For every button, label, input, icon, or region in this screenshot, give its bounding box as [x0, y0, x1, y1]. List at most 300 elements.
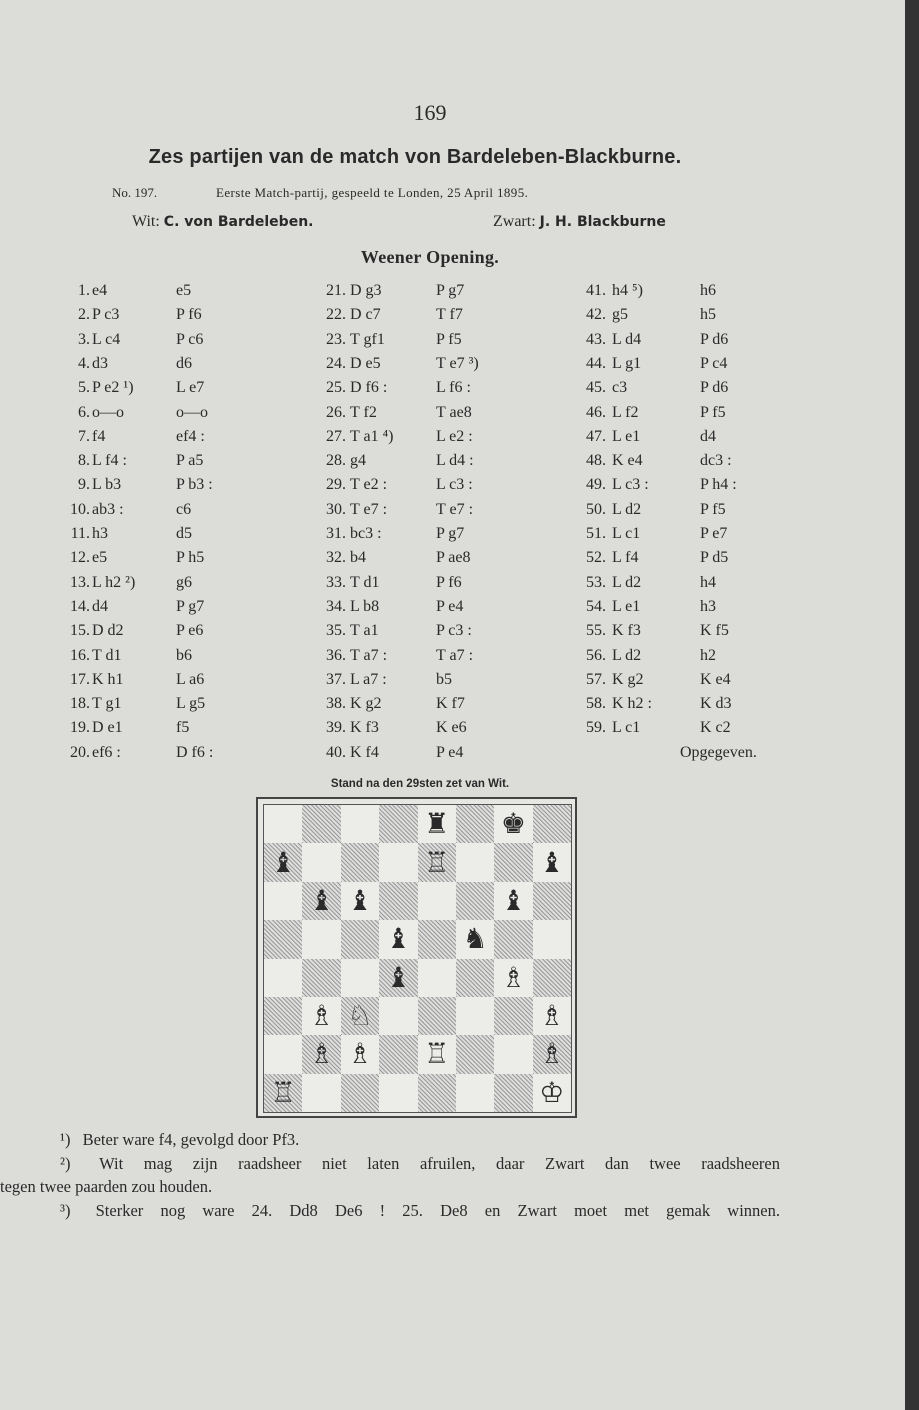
- move-number: 42.: [586, 306, 606, 324]
- chess-piece: ♗: [500, 960, 526, 994]
- move-number: 59.: [586, 719, 606, 737]
- move-number: 36.: [326, 646, 346, 664]
- black-move: P f6: [176, 306, 202, 324]
- move-number: 16.: [70, 646, 90, 664]
- chess-piece: ♝: [347, 883, 373, 917]
- black-move: b5: [436, 670, 452, 688]
- board-square: [418, 1035, 456, 1073]
- chess-piece: ♝: [500, 883, 526, 917]
- move-number: 2.: [78, 306, 90, 324]
- move-number: 22.: [326, 306, 346, 324]
- board-square: [456, 959, 494, 997]
- black-move: D f6 :: [176, 743, 214, 761]
- white-move: L c1: [612, 719, 641, 737]
- move-number: 38.: [326, 695, 346, 713]
- board-square: [264, 959, 302, 997]
- black-move: P d6: [700, 379, 729, 397]
- board-square: [533, 805, 571, 843]
- white-move: T a1: [350, 622, 379, 640]
- board-square: [456, 920, 494, 958]
- black-move: P e7: [700, 525, 728, 542]
- move-row: [0, 379, 905, 403]
- board-square: [341, 997, 379, 1035]
- white-move: c3: [612, 379, 628, 397]
- diagram-caption: Stand na den 29sten zet van Wit.: [330, 778, 510, 790]
- move-row: [0, 501, 905, 525]
- chess-piece: ♔: [539, 1075, 565, 1109]
- board-square: [302, 997, 340, 1035]
- move-number: 3.: [78, 330, 90, 348]
- board-square: [494, 1035, 532, 1073]
- move-number: 53.: [586, 573, 606, 591]
- board-square: [341, 805, 379, 843]
- black-move: d5: [176, 525, 192, 542]
- move-number: 25.: [326, 379, 346, 397]
- white-move: T d1: [92, 646, 122, 664]
- board-square: [264, 805, 302, 843]
- move-number: 11.: [70, 525, 90, 542]
- black-move: L f6 :: [436, 379, 471, 397]
- move-number: 55.: [586, 622, 606, 640]
- board-square: [264, 882, 302, 920]
- move-number: 43.: [586, 330, 606, 348]
- white-move: d3: [92, 354, 108, 372]
- black-move: T ae8: [436, 403, 472, 421]
- black-move: L g5: [176, 695, 206, 713]
- board-square: [494, 959, 532, 997]
- chess-piece: ♗: [309, 999, 335, 1033]
- board-square: [341, 882, 379, 920]
- board-square: [418, 882, 456, 920]
- black-move: L e7: [176, 379, 205, 397]
- board-square: [456, 997, 494, 1035]
- white-move: T e7 :: [350, 500, 388, 518]
- board-square: [264, 1035, 302, 1073]
- white-move: h4 ⁵): [612, 282, 643, 299]
- black-move: P c4: [700, 354, 728, 372]
- page-edge: [905, 0, 919, 1410]
- black-move: c6: [176, 500, 192, 518]
- move-row: [0, 622, 905, 646]
- chess-piece: ♖: [270, 1075, 296, 1109]
- black-move: L c3 :: [436, 476, 473, 494]
- black-move: L d4 :: [436, 452, 474, 470]
- board-square: [494, 843, 532, 881]
- footnote-mark: ³): [60, 1200, 71, 1220]
- chess-piece: ♞: [462, 922, 488, 956]
- black-move: P c3 :: [436, 622, 472, 640]
- white-move: L e1: [612, 597, 641, 615]
- move-number: 41.: [586, 282, 606, 299]
- white-move: L f4 :: [92, 452, 127, 470]
- board-square: [533, 1035, 571, 1073]
- move-number: 17.: [70, 670, 90, 688]
- black-move: K e4: [700, 670, 731, 688]
- board-square: [379, 843, 417, 881]
- black-move: e5: [176, 282, 192, 299]
- move-number: 57.: [586, 670, 606, 688]
- white-move: ef6 :: [92, 743, 121, 761]
- black-move: d6: [176, 354, 192, 372]
- move-number: 4.: [78, 354, 90, 372]
- board-square: [418, 843, 456, 881]
- white-move: ab3 :: [92, 500, 124, 518]
- board-square: [302, 843, 340, 881]
- white-move: L b3: [92, 476, 122, 494]
- white-move: D c7: [350, 306, 381, 324]
- move-number: 44.: [586, 354, 606, 372]
- white-move: P c3: [92, 306, 120, 324]
- chess-piece: ♗: [309, 1037, 335, 1071]
- black-move: g6: [176, 573, 192, 591]
- board-square: [418, 959, 456, 997]
- black-move: P f5: [436, 330, 462, 348]
- chess-piece: ♘: [347, 999, 373, 1033]
- move-number: 27.: [326, 427, 346, 445]
- black-move: ef4 :: [176, 427, 205, 445]
- game-info: Eerste Match-partij, gespeeld te Londen, 25 April 1895.: [216, 185, 529, 200]
- move-number: 34.: [326, 597, 346, 615]
- white-move: L c4: [92, 330, 121, 348]
- board-square: [494, 1074, 532, 1112]
- board-square: [341, 1074, 379, 1112]
- white-move: L e1: [612, 427, 641, 445]
- move-number: 26.: [326, 403, 346, 421]
- move-number: 12.: [70, 549, 90, 567]
- move-number: 51.: [586, 525, 606, 542]
- board-square: [302, 959, 340, 997]
- move-row: [0, 744, 905, 768]
- white-move: L g1: [612, 354, 642, 372]
- board-square: [341, 843, 379, 881]
- black-move: K f5: [700, 622, 729, 640]
- board-square: [418, 920, 456, 958]
- move-number: 45.: [586, 379, 606, 397]
- black-move: T e7 :: [436, 500, 474, 518]
- white-move: L a7 :: [350, 670, 387, 688]
- white-move: K h2 :: [612, 695, 652, 713]
- black-move: P b3 :: [176, 476, 213, 494]
- move-number: 8.: [78, 452, 90, 470]
- black-move: Opgegeven.: [680, 743, 757, 761]
- black-move: h3: [700, 597, 716, 615]
- black-player-name: J. H. Blackburne: [539, 214, 666, 230]
- move-number: 29.: [326, 476, 346, 494]
- board-square: [494, 920, 532, 958]
- chess-piece: ♝: [309, 883, 335, 917]
- black-move: P ae8: [436, 549, 471, 567]
- move-row: [0, 719, 905, 743]
- move-row: [0, 647, 905, 671]
- black-move: h5: [700, 306, 716, 324]
- chess-piece: ♚: [500, 807, 526, 841]
- black-label: Zwart:: [493, 213, 536, 230]
- board-square: [341, 1035, 379, 1073]
- white-move: L h2 ²): [92, 573, 136, 591]
- footnote-1: [60, 1128, 780, 1152]
- move-number: 52.: [586, 549, 606, 567]
- move-number: 50.: [586, 500, 606, 518]
- footnote-text-continued: tegen twee paarden zou houden.: [0, 1177, 213, 1196]
- white-move: K g2: [612, 670, 644, 688]
- footnote-2: [60, 1152, 780, 1176]
- white-move: d4: [92, 597, 108, 615]
- board-square: [302, 1074, 340, 1112]
- footnote-mark: ¹): [60, 1130, 71, 1149]
- black-move: K f7: [436, 695, 465, 713]
- move-number: 46.: [586, 403, 606, 421]
- black-move: P f5: [700, 403, 726, 421]
- chess-piece: ♝: [539, 845, 565, 879]
- white-move: L c3 :: [612, 476, 649, 494]
- white-move: T a1 ⁴): [350, 427, 394, 445]
- black-move: L a6: [176, 670, 205, 688]
- white-move: e4: [92, 282, 108, 299]
- board-square: [533, 843, 571, 881]
- black-move: P f6: [436, 573, 462, 591]
- white-move: P e2 ¹): [92, 379, 134, 397]
- board-square: [379, 882, 417, 920]
- move-row: [0, 574, 905, 598]
- board-square: [456, 805, 494, 843]
- board-square: [264, 843, 302, 881]
- black-move: h2: [700, 646, 716, 664]
- chess-board: [263, 804, 572, 1113]
- board-square: [533, 920, 571, 958]
- move-number: 5.: [78, 379, 90, 397]
- board-square: [456, 882, 494, 920]
- board-square: [379, 920, 417, 958]
- move-number: 37.: [326, 670, 346, 688]
- board-square: [341, 920, 379, 958]
- board-square: [302, 882, 340, 920]
- black-move: T e7 ³): [436, 354, 479, 372]
- board-square: [379, 1035, 417, 1073]
- move-number: 54.: [586, 597, 606, 615]
- move-row: [0, 428, 905, 452]
- board-square: [533, 997, 571, 1035]
- move-number: 7.: [78, 427, 90, 445]
- move-row: [0, 306, 905, 330]
- chess-piece: ♖: [424, 845, 450, 879]
- move-number: 32.: [326, 549, 346, 567]
- chess-piece: ♝: [385, 922, 411, 956]
- black-move: d4: [700, 427, 716, 445]
- move-number: 48.: [586, 452, 606, 470]
- move-row: [0, 671, 905, 695]
- white-move: L d2: [612, 646, 642, 664]
- move-number: 14.: [70, 597, 90, 615]
- board-square: [379, 1074, 417, 1112]
- white-player-name: C. von Bardeleben.: [163, 214, 314, 230]
- chess-diagram: [256, 797, 577, 1118]
- board-square: [264, 1074, 302, 1112]
- white-move: K f3: [350, 719, 379, 737]
- move-number: 33.: [326, 573, 346, 591]
- move-number: 28.: [326, 452, 346, 470]
- black-move: K e6: [436, 719, 467, 737]
- move-number: 35.: [326, 622, 346, 640]
- white-move: K f4: [350, 743, 379, 761]
- move-row: [0, 549, 905, 573]
- black-move: dc3 :: [700, 452, 732, 470]
- footnotes: [0, 1128, 781, 1222]
- black-move: o—o: [176, 403, 208, 421]
- move-number: 15.: [70, 622, 90, 640]
- black-move: h4: [700, 573, 716, 591]
- white-move: L f2: [612, 403, 639, 421]
- black-move: h6: [700, 282, 716, 299]
- black-move: P h5: [176, 549, 205, 567]
- white-move: D e1: [92, 719, 123, 737]
- move-row: [0, 476, 905, 500]
- move-number: 18.: [70, 695, 90, 713]
- board-square: [302, 805, 340, 843]
- move-number: 47.: [586, 427, 606, 445]
- white-move: e5: [92, 549, 108, 567]
- opening-name: Weener Opening.: [360, 247, 500, 267]
- move-row: [0, 282, 905, 306]
- black-move: T f7: [436, 306, 463, 324]
- white-move: L b8: [350, 597, 380, 615]
- footnote-text: Sterker nog ware 24. Dd8 De6 ! 25. De8 en Zwart moet met gemak winnen.: [95, 1200, 780, 1220]
- black-move: P e6: [176, 622, 204, 640]
- move-row: [0, 355, 905, 379]
- black-move: P g7: [436, 282, 465, 299]
- move-number: 20.: [70, 743, 90, 761]
- black-move: P g7: [176, 597, 205, 615]
- white-move: L d4: [612, 330, 642, 348]
- board-square: [456, 1074, 494, 1112]
- white-move: bc3 :: [350, 525, 382, 542]
- move-number: 19.: [70, 719, 90, 737]
- black-move: P e4: [436, 743, 464, 761]
- chess-piece: ♝: [270, 845, 296, 879]
- black-move: P d6: [700, 330, 729, 348]
- move-number: 40.: [326, 743, 346, 761]
- move-row: [0, 695, 905, 719]
- move-number: 49.: [586, 476, 606, 494]
- white-move: g5: [612, 306, 628, 324]
- black-player-line: [493, 213, 666, 231]
- move-number: 13.: [70, 573, 90, 591]
- black-move: K c2: [700, 719, 731, 737]
- move-number: 9.: [78, 476, 90, 494]
- move-row: [0, 452, 905, 476]
- white-label: Wit:: [132, 213, 160, 230]
- white-move: K g2: [350, 695, 382, 713]
- board-square: [494, 997, 532, 1035]
- white-move: T e2 :: [350, 476, 388, 494]
- move-number: 21.: [326, 282, 346, 299]
- board-square: [533, 882, 571, 920]
- move-number: 6.: [78, 403, 90, 421]
- board-square: [456, 1035, 494, 1073]
- white-move: L f4: [612, 549, 639, 567]
- move-number: 10.: [70, 500, 90, 518]
- board-square: [341, 959, 379, 997]
- white-move: h3: [92, 525, 108, 542]
- white-move: L c1: [612, 525, 641, 542]
- board-square: [418, 997, 456, 1035]
- chess-piece: ♖: [424, 1037, 450, 1071]
- board-square: [418, 1074, 456, 1112]
- page-number: 169: [413, 100, 447, 125]
- chess-piece: ♗: [347, 1037, 373, 1071]
- black-move: P e4: [436, 597, 464, 615]
- white-move: K e4: [612, 452, 643, 470]
- move-number: 39.: [326, 719, 346, 737]
- black-move: f5: [176, 719, 190, 737]
- white-move: g4: [350, 452, 366, 470]
- board-square: [494, 882, 532, 920]
- white-move: T a7 :: [350, 646, 388, 664]
- move-number: 24.: [326, 354, 346, 372]
- move-row: [0, 525, 905, 549]
- footnote-2-continued: [0, 1175, 780, 1199]
- board-square: [264, 997, 302, 1035]
- board-square: [533, 1074, 571, 1112]
- footnote-mark: ²): [60, 1153, 71, 1173]
- board-square: [456, 843, 494, 881]
- white-move: D f6 :: [350, 379, 388, 397]
- white-move: D d2: [92, 622, 124, 640]
- white-move: T g1: [92, 695, 122, 713]
- chess-piece: ♝: [385, 960, 411, 994]
- chess-piece: ♗: [539, 999, 565, 1033]
- white-move: T f2: [350, 403, 377, 421]
- black-move: K d3: [700, 695, 732, 713]
- white-move: o—o: [92, 403, 124, 421]
- page-title: Zes partijen van de match von Bardeleben-Blackburne.: [148, 146, 682, 168]
- board-square: [494, 805, 532, 843]
- move-number: 23.: [326, 330, 346, 348]
- white-move: K f3: [612, 622, 641, 640]
- board-square: [379, 959, 417, 997]
- footnote-text: Beter ware f4, gevolgd door Pf3.: [82, 1130, 300, 1149]
- board-square: [418, 805, 456, 843]
- move-number: 58.: [586, 695, 606, 713]
- board-square: [533, 959, 571, 997]
- black-move: L e2 :: [436, 427, 473, 445]
- move-number: 30.: [326, 500, 346, 518]
- move-number: 56.: [586, 646, 606, 664]
- board-square: [302, 920, 340, 958]
- black-move: P h4 :: [700, 476, 737, 494]
- black-move: P g7: [436, 525, 465, 542]
- white-move: T gf1: [350, 330, 385, 348]
- white-move: f4: [92, 427, 106, 445]
- white-move: D g3: [350, 282, 382, 299]
- chess-piece: ♜: [424, 807, 450, 841]
- white-move: D e5: [350, 354, 381, 372]
- move-number: 31.: [326, 525, 346, 542]
- board-square: [302, 1035, 340, 1073]
- board-square: [379, 997, 417, 1035]
- game-number: No. 197.: [112, 185, 158, 200]
- move-number: 1.: [78, 282, 90, 299]
- black-move: P f5: [700, 500, 726, 518]
- black-move: P c6: [176, 330, 204, 348]
- white-player-line: [132, 213, 313, 231]
- white-move: L d2: [612, 573, 642, 591]
- move-row: [0, 404, 905, 428]
- chess-piece: ♗: [539, 1037, 565, 1071]
- footnote-text: Wit mag zijn raadsheer niet laten afruilen, daar Zwart dan twee raadsheeren: [99, 1153, 781, 1173]
- black-move: b6: [176, 646, 192, 664]
- white-move: L d2: [612, 500, 642, 518]
- white-move: K h1: [92, 670, 124, 688]
